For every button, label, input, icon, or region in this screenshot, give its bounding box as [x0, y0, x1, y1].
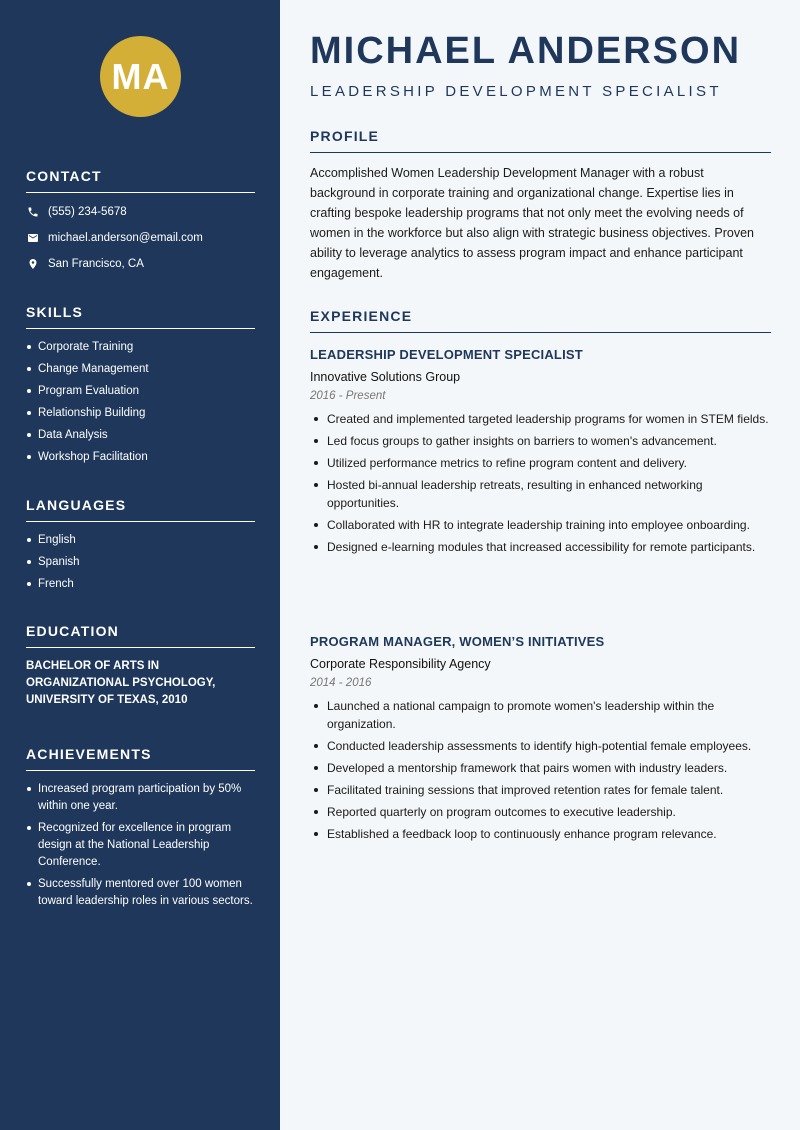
contact-phone	[26, 199, 255, 225]
achievement-item: Recognized for excellence in program design at the National Leadership Conference.	[26, 820, 255, 871]
job-bullet: Developed a mentorship framework that pairs women with industry leaders.	[310, 759, 771, 777]
skills-section	[26, 304, 255, 471]
job-bullet: Designed e-learning modules that increased accessibility for remote participants.	[310, 538, 771, 556]
education-section	[26, 623, 255, 709]
profile-text: Accomplished Women Leadership Development Manager with a robust background in corporate training and organizational change. Expertise lies in crafting bespoke leadership programs that not only meet the evolving needs of women in the workforce but also align with strategic business objectives. Proven ability to leverage analytics to assess program impact and enhance participant engagement.	[310, 166, 754, 280]
job-bullet: Established a feedback loop to continuously enhance program relevance.	[310, 825, 771, 843]
skill-item: Corporate Training	[26, 339, 255, 355]
experience-section	[310, 308, 771, 333]
job-bullets	[310, 410, 771, 556]
languages-list	[26, 532, 255, 592]
skill-item: Change Management	[26, 361, 255, 377]
achievement-item: Successfully mentored over 100 women toward leadership roles in various sectors.	[26, 876, 255, 910]
job-bullet: Collaborated with HR to integrate leadership training into employee onboarding.	[310, 516, 771, 534]
contact-location	[26, 251, 255, 277]
job-company: Innovative Solutions Group	[310, 370, 461, 384]
job-bullet: Utilized performance metrics to refine program content and delivery.	[310, 454, 771, 472]
skill-item: Relationship Building	[26, 405, 255, 421]
language-item: Spanish	[26, 554, 255, 570]
job-bullets	[310, 697, 771, 843]
education-degree: BACHELOR OF ARTS IN ORGANIZATIONAL PSYCHOLOGY, UNIVERSITY OF TEXAS, 2010	[26, 660, 216, 706]
achievement-item: Increased program participation by 50% within one year.	[26, 781, 255, 815]
profile-section	[310, 128, 771, 283]
languages-heading: LANGUAGES	[26, 497, 255, 522]
job-bullet: Led focus groups to gather insights on barriers to women's advancement.	[310, 432, 771, 450]
email-text: michael.anderson@email.com	[48, 232, 203, 244]
sidebar	[0, 0, 280, 1130]
skill-item: Workshop Facilitation	[26, 449, 255, 465]
job-title: LEADERSHIP DEVELOPMENT SPECIALIST	[310, 347, 583, 362]
job-bullet: Reported quarterly on program outcomes to executive leadership.	[310, 803, 771, 821]
languages-section	[26, 497, 255, 598]
phone-text: (555) 234-5678	[48, 206, 127, 218]
skills-list	[26, 339, 255, 465]
skill-item: Program Evaluation	[26, 383, 255, 399]
phone-icon	[26, 205, 40, 219]
job-dates: 2016 - Present	[310, 390, 386, 402]
job-bullet: Launched a national campaign to promote women's leadership within the organization.	[310, 697, 771, 733]
contact-section	[26, 168, 255, 277]
skill-item: Data Analysis	[26, 427, 255, 443]
job-bullet: Conducted leadership assessments to identify high-potential female employees.	[310, 737, 771, 755]
contact-email	[26, 225, 255, 251]
job-dates: 2014 - 2016	[310, 677, 372, 689]
location-pin-icon	[26, 257, 40, 271]
achievements-section	[26, 746, 255, 915]
job-company: Corporate Responsibility Agency	[310, 657, 491, 671]
language-item: French	[26, 576, 255, 592]
job-bullet: Facilitated training sessions that improved retention rates for female talent.	[310, 781, 771, 799]
experience-heading: EXPERIENCE	[310, 308, 771, 333]
skills-heading: SKILLS	[26, 304, 255, 329]
email-icon	[26, 231, 40, 245]
job-bullet: Created and implemented targeted leadership programs for women in STEM fields.	[310, 410, 771, 428]
avatar-initials: MA	[111, 55, 170, 97]
job-bullet: Hosted bi-annual leadership retreats, resulting in enhanced networking opportunities.	[310, 476, 771, 512]
location-text: San Francisco, CA	[48, 258, 144, 270]
language-item: English	[26, 532, 255, 548]
job-title: PROGRAM MANAGER, WOMEN’S INITIATIVES	[310, 634, 605, 649]
avatar	[100, 36, 181, 117]
contact-heading: CONTACT	[26, 168, 255, 193]
education-heading: EDUCATION	[26, 623, 255, 648]
achievements-heading: ACHIEVEMENTS	[26, 746, 255, 771]
job-entry	[310, 634, 771, 847]
profile-heading: PROFILE	[310, 128, 771, 153]
achievements-list	[26, 781, 255, 910]
candidate-title: LEADERSHIP DEVELOPMENT SPECIALIST	[310, 83, 722, 100]
job-entry	[310, 347, 771, 560]
candidate-name: MICHAEL ANDERSON	[310, 30, 742, 72]
